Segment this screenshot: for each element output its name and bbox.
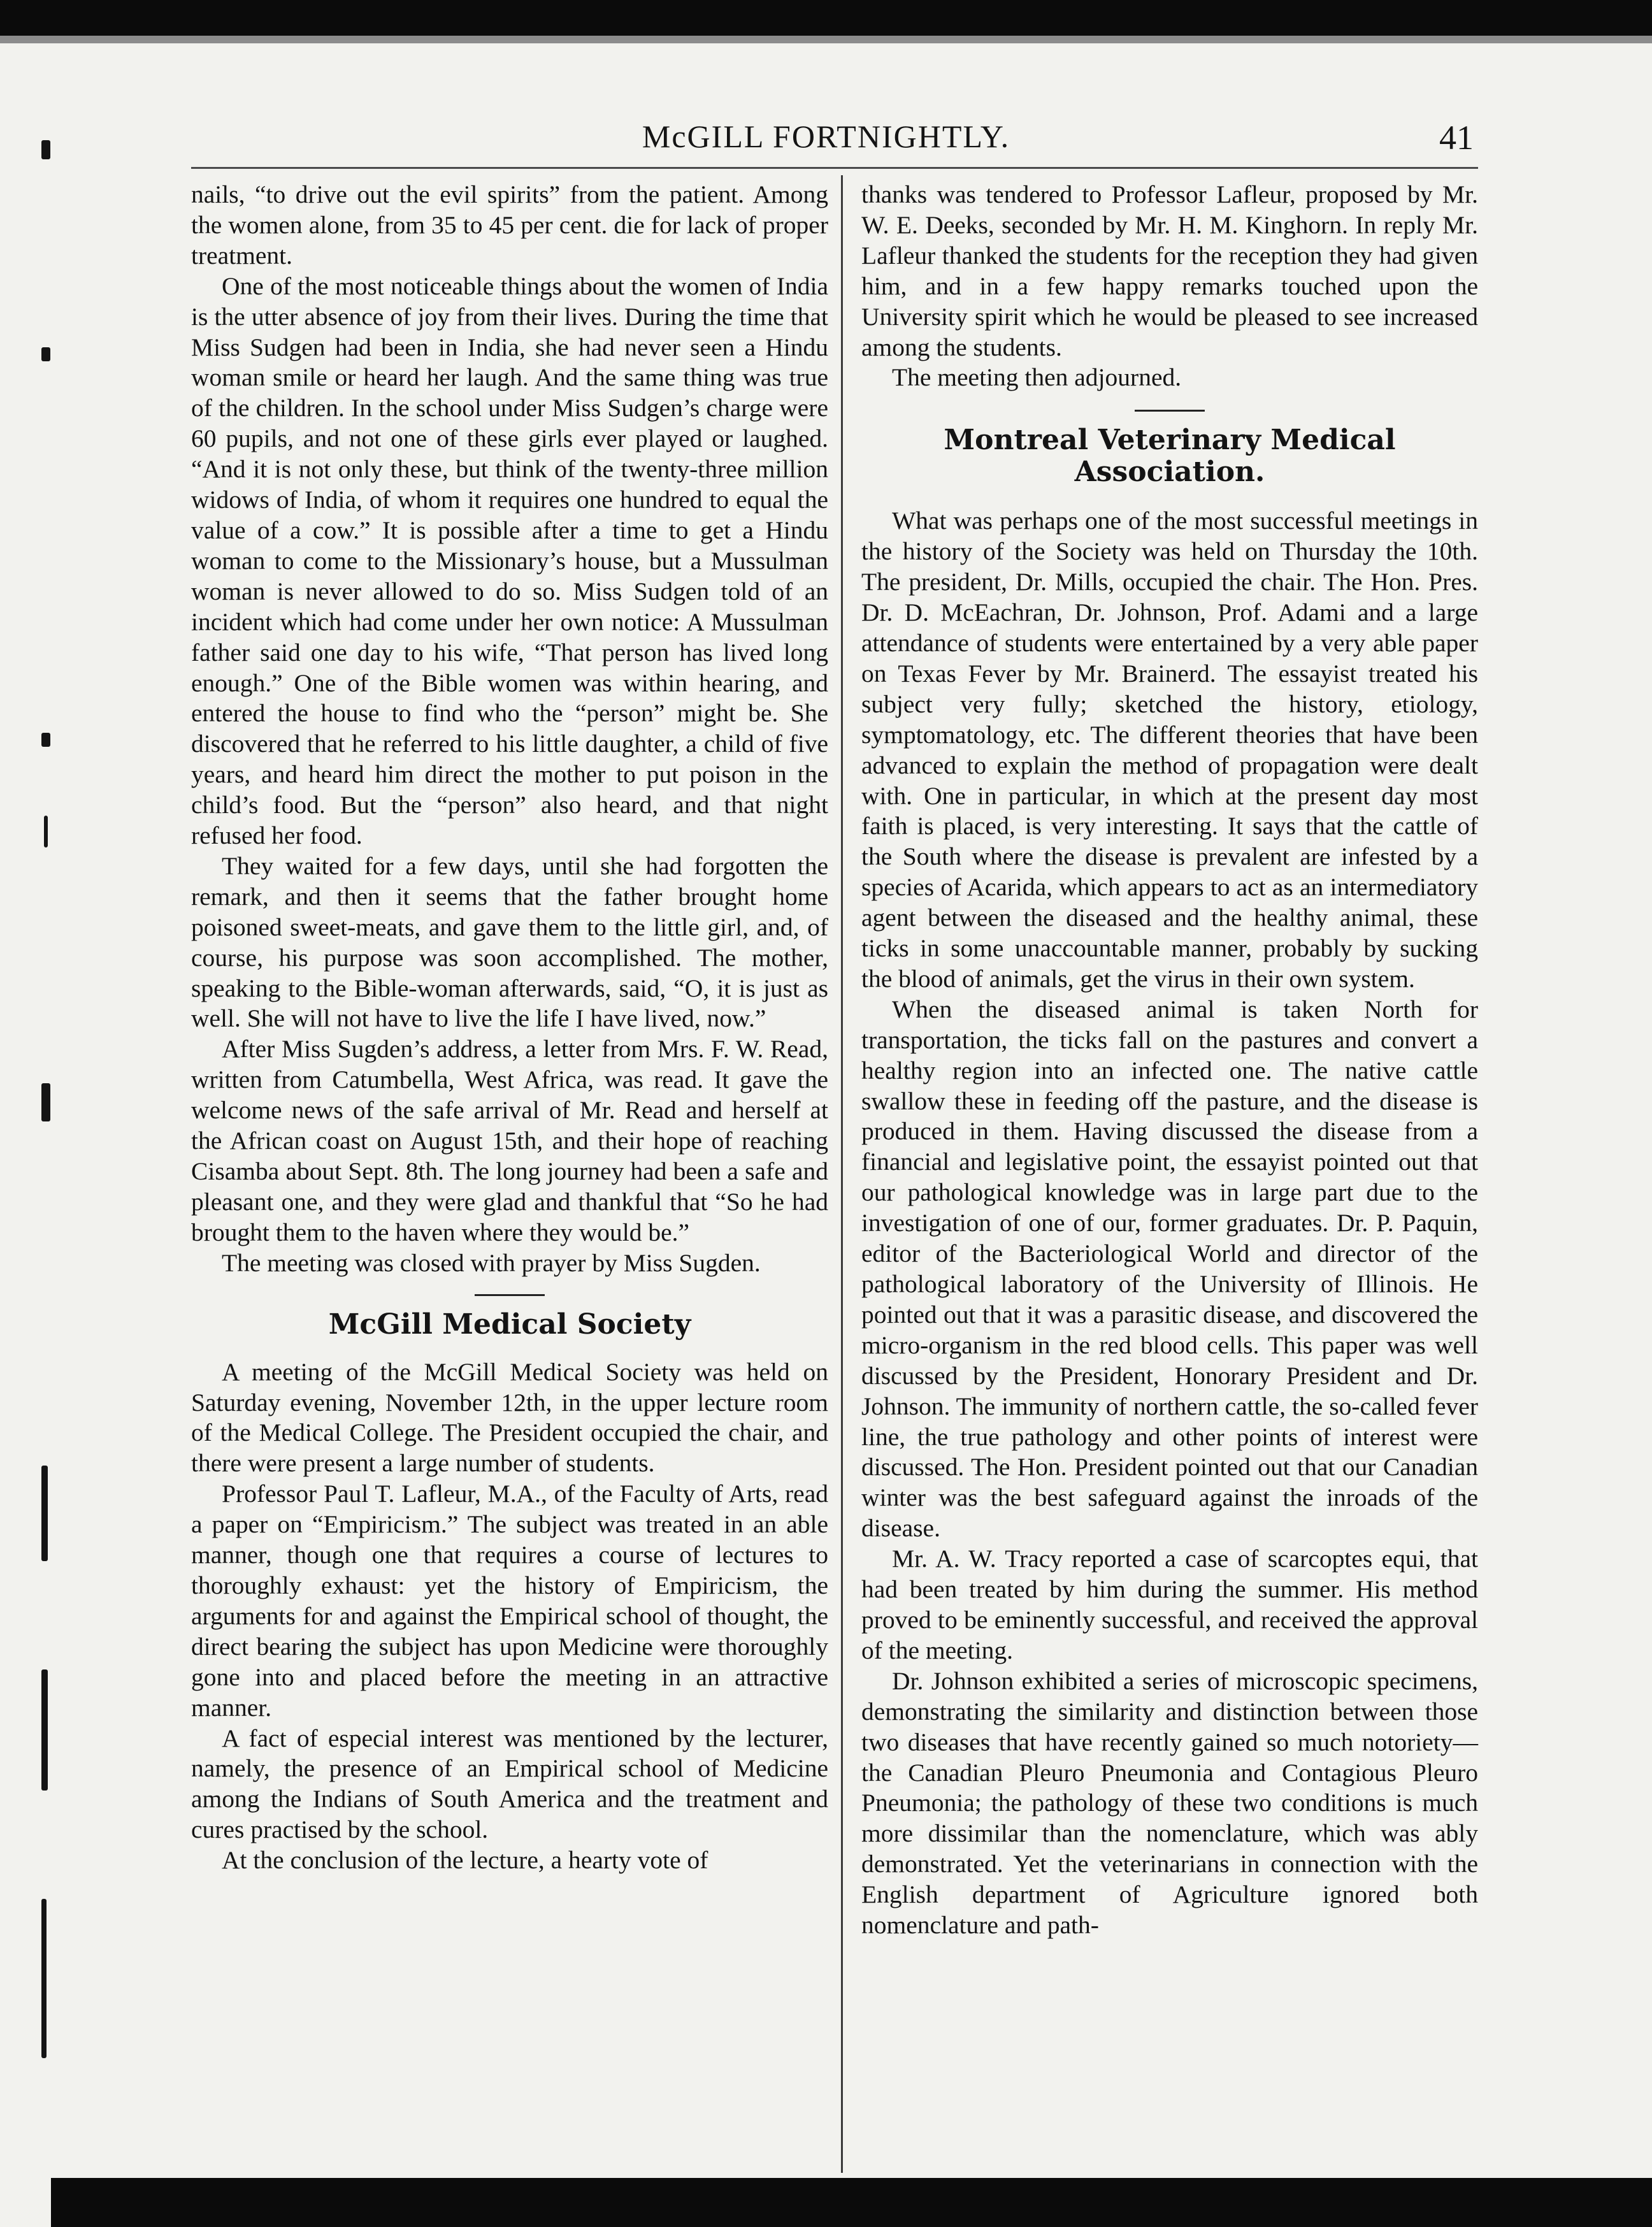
spacer	[861, 412, 1478, 424]
margin-mark	[41, 733, 50, 747]
binding-margin-marks	[29, 127, 73, 2166]
bottom-scan-border	[51, 2178, 1652, 2227]
paragraph: Professor Paul T. Lafleur, M.A., of the Faculty of Arts, read a paper on “Empiricism.” The subject was treated in an able manner, though one that requires a course of lectures to thoroughly exhaust: yet the history of Empiricism, the arguments for and against the Empirical school of thought, the direct bearing the subject has upon Medicine were thoroughly gone into and placed before the meeting in an attractive manner.	[191, 1480, 828, 1722]
paragraph: At the conclusion of the lecture, a hearty vote of	[222, 1846, 708, 1875]
spacer	[191, 1279, 828, 1294]
margin-mark	[41, 1083, 50, 1121]
paragraph: thanks was tendered to Professor Lafleur, proposed by Mr. W. E. Deeks, seconded by Mr. H. M. Kinghorn. In reply Mr. Lafleur thanked the students for the reception they had given him, and in a few happy remarks touched upon the University spirit which he would be pleased to see increased among the students.	[861, 180, 1478, 361]
page-number: 41	[1439, 119, 1474, 157]
paragraph: When the diseased animal is taken North for transportation, the ticks fall on the pastures and convert a healthy region into an infected one. The native cattle swallow these in feeding off the pasture, and the disease is produced in them. Having discussed the disease from a financial and legislative point, the essayist pointed out that our pathological knowledge was in large part due to the investigation of one of our, former graduates. Dr. P. Paquin, editor of the Bacteriological World and director of the pathological laboratory of the University of Illinois. He pointed out that it was a parasitic disease, and discovered the micro-organism in the red blood cells. This paper was well discussed by the President, Honorary President and Dr. Johnson. The immunity of northern cattle, the so-called fever line, the true pathology and other points of interest were discussed. The Hon. President pointed out that our Canadian winter was the best safeguard against the inroads of the disease.	[861, 995, 1478, 1543]
left-column	[191, 180, 828, 1876]
paragraph: The meeting was closed with prayer by Miss Sugden.	[222, 1248, 761, 1277]
column-divider	[841, 175, 843, 2173]
spacer	[191, 1296, 828, 1309]
paragraph: They waited for a few days, until she had forgotten the remark, and then it seems that the father brought home poisoned sweet-meats, and gave them to the little girl, and, of course, his purpose was soon accomplished. The mother, speaking to the Bible-woman afterwards, said, “O, it is just as well. She will not have to live the life I have lived, now.”	[191, 851, 828, 1033]
paragraph: One of the most noticeable things about the women of India is the utter absence of joy from their lives. During the time that Miss Sudgen had been in India, she had never seen a Hindu woman smile or heard her laugh. And the same thing was true of the children. In the school under Miss Sudgen’s charge were 60 pupils, and not one of these girls ever played or laughed. “And it is not only these, but think of the twenty-three million widows of India, of whom it requires one hundred to equal the value of a cow.” It is possible after a time to get a Hindu woman to come to the Missionary’s house, but a Mussulman woman is never allowed to do so. Miss Sudgen told of an incident which had come under her own notice: A Mussulman father said one day to his wife, “That person has lived long enough.” One of the Bible women was within hearing, and entered the house to find who the “person” might be. She discovered that he referred to his little daughter, a child of five years, and heard him direct the mother to put poison in the child’s food. But the “person” also heard, and that night refused her food.	[191, 271, 828, 850]
spacer	[861, 488, 1478, 506]
top-scan-shadow	[0, 36, 1652, 43]
page-header	[0, 118, 1652, 162]
paragraph: Mr. A. W. Tracy reported a case of scarcoptes equi, that had been treated by him during the summer. His method proved to be eminently successful, and received the approval of the meeting.	[861, 1545, 1478, 1664]
spacer	[861, 393, 1478, 410]
margin-mark	[41, 347, 50, 361]
margin-mark	[44, 816, 48, 847]
paragraph: What was perhaps one of the most successful meetings in the history of the Society was held on Thursday the 10th. The president, Dr. Mills, occupied the chair. The Hon. Pres. Dr. D. McEachran, Dr. Johnson, Prof. Adami and a large attendance of students were entertained by a very able paper on Texas Fever by Mr. Brainerd. The essayist treated his subject very fully; sketched the history, etiology, symptomatology, etc. The different theories that have been advanced to explain the method of propagation were dealt with. One in particular, in which at the present day most faith is placed, is very interesting. It says that the cattle of the South where the disease is prevalent are infested by a species of Acarida, which appears to act as an intermediatory agent between the diseased and the healthy animal, these ticks in some unaccountable manner, probably by sucking the blood of animals, get the virus in their own system.	[861, 507, 1478, 993]
header-rule	[191, 167, 1478, 169]
paragraph: nails, “to drive out the evil spirits” from the patient. Among the women alone, from 35 to 45 per cent. die for lack of proper treatment.	[191, 180, 828, 270]
margin-mark	[41, 1669, 48, 1791]
right-column	[861, 180, 1478, 1941]
paragraph: After Miss Sugden’s address, a letter from Mrs. F. W. Read, written from Catumbella, West Africa, was read. It gave the welcome news of the safe arrival of Mr. Read and herself at the African coast on August 15th, and their hope of reaching Cisamba about Sept. 8th. The long journey had been a safe and pleasant one, and they were glad and thankful that “So he had brought them to the haven where they would be.”	[191, 1035, 828, 1246]
running-title: McGILL FORTNIGHTLY.	[642, 119, 1010, 154]
paragraph: The meeting then adjourned.	[892, 363, 1182, 392]
section-heading: Montreal Veterinary Medical Association.	[944, 424, 1396, 489]
paragraph: A meeting of the McGill Medical Society was held on Saturday evening, November 12th, in the upper lecture room of the Medical College. The President occupied the chair, and there were present a large number of students.	[191, 1357, 828, 1478]
top-scan-border	[0, 0, 1652, 36]
spacer	[191, 1341, 828, 1357]
section-heading: McGill Medical Society	[328, 1308, 691, 1341]
margin-mark	[41, 1466, 48, 1561]
paragraph: A fact of especial interest was mentioned by the lecturer, namely, the presence of an Empirical school of Medicine among the Indians of South America and the treatment and cures practised by the school.	[191, 1724, 828, 1844]
paragraph: Dr. Johnson exhibited a series of microscopic specimens, demonstrating the similarity and distinction between those two diseases that have recently gained so much notoriety—the Canadian Pleuro Pneumonia and Contagious Pleuro Pneumonia; the pathology of these two conditions is much more dissimilar than the nomenclature, which was ably demonstrated. Yet the veterinarians in connection with the English department of Agriculture ignored both nomenclature and path-	[861, 1666, 1478, 1940]
margin-mark	[41, 1899, 47, 2058]
